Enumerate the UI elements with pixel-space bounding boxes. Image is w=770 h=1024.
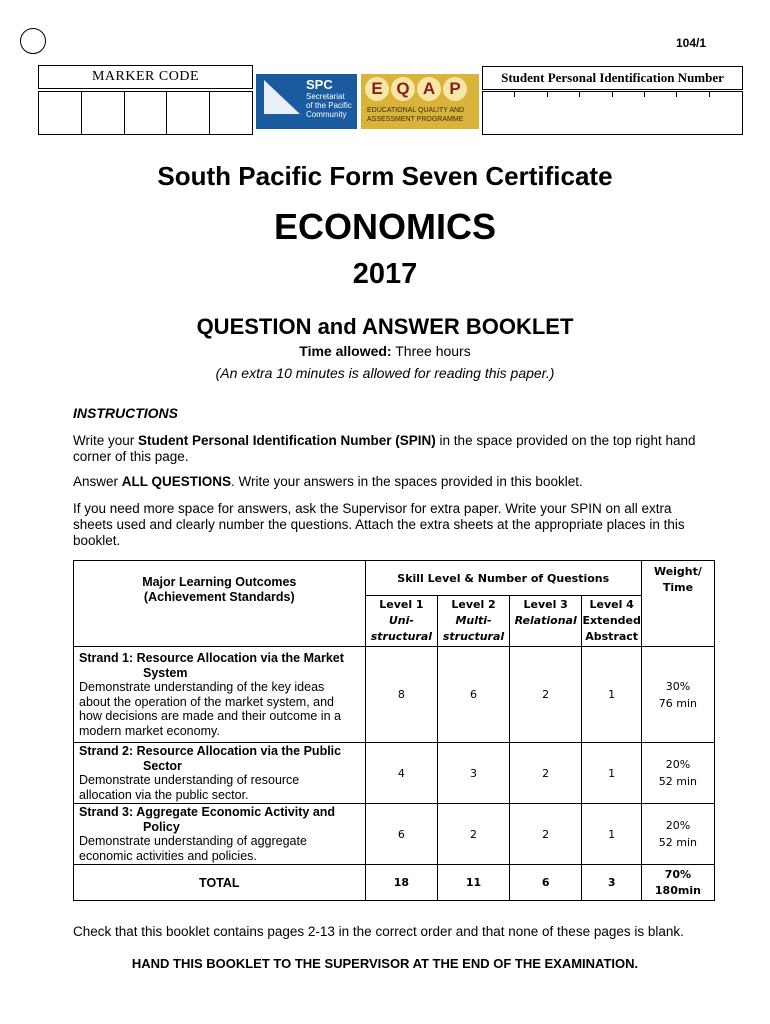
level-desc: Extended [582, 614, 641, 627]
total-label: TOTAL [74, 865, 366, 901]
reading-time-note: (An extra 10 minutes is allowed for reading this paper.) [215, 365, 555, 381]
skill-level-header: Skill Level & Number of Questions [365, 561, 641, 596]
mlo-header-line: Major Learning Outcomes [142, 574, 297, 589]
table-total-row [74, 865, 715, 901]
strand-description: Demonstrate understanding of aggregate economic activities and policies. [79, 834, 307, 863]
text: in the space provided on the top right hand corner of this page. [73, 433, 696, 464]
question-count: 2 [438, 804, 510, 865]
level-desc: Relational [514, 614, 577, 627]
question-count: 8 [365, 647, 438, 743]
weight-header [641, 561, 714, 647]
spc-line3: Community [306, 110, 347, 119]
eqap-subtitle [367, 106, 464, 124]
total-count: 6 [509, 865, 582, 901]
exam-year: 2017 [352, 258, 418, 290]
table-row [74, 647, 715, 743]
total-count: 3 [582, 865, 641, 901]
strand-title: Resource Allocation via the Public [136, 744, 342, 758]
subject-title: ECONOMICS [273, 206, 496, 247]
strand-2-cell [74, 743, 366, 804]
question-count: 3 [438, 743, 510, 804]
marker-code-boxes[interactable] [38, 91, 253, 135]
eqap-line1: EDUCATIONAL QUALITY AND [367, 107, 465, 114]
question-count: 6 [438, 647, 510, 743]
page-check-note: Check that this booklet contains pages 2-13 in the correct order and that none of these pages is blank. [73, 924, 684, 939]
table-row [74, 743, 715, 804]
question-count: 1 [582, 647, 641, 743]
table-row [74, 804, 715, 865]
spc-logo-text [306, 78, 352, 119]
question-count: 2 [509, 647, 582, 743]
marker-code-cell[interactable] [82, 92, 125, 134]
strand-3-cell [74, 804, 366, 865]
time-value: 76 min [658, 696, 698, 710]
eqap-letter: P [443, 77, 467, 101]
time-value: 52 min [658, 836, 698, 849]
level-desc: Uni- [388, 614, 414, 627]
spin-cell[interactable] [677, 92, 709, 134]
marker-code-cell[interactable] [39, 92, 82, 134]
time-value: Three hours [391, 343, 471, 359]
strand-label: Strand 2: [79, 744, 137, 758]
text: Write your [73, 433, 139, 448]
text-bold: Student Personal Identification Number (SPIN) [138, 433, 436, 448]
spin-cell[interactable] [483, 92, 515, 134]
learning-outcomes-table [73, 560, 715, 901]
level-desc: structural [442, 630, 505, 643]
strand-title: Aggregate Economic Activity and [136, 805, 336, 819]
weight-value: 20% [665, 819, 691, 832]
weight-value: 30% [665, 679, 691, 693]
spc-logo [256, 74, 357, 129]
certificate-title: South Pacific Form Seven Certificate [157, 161, 613, 191]
time-allowed [0, 343, 770, 359]
question-count: 6 [365, 804, 438, 865]
spc-line2: of the Pacific [306, 101, 352, 110]
time-label: Time allowed: [299, 343, 392, 359]
level-label: Level 4 [589, 598, 634, 611]
level-desc: Abstract [585, 630, 639, 643]
spc-abbr: SPC [306, 77, 333, 92]
eqap-letter: A [417, 77, 441, 101]
booklet-title: QUESTION and ANSWER BOOKLET [196, 314, 574, 339]
level-desc: Multi- [455, 614, 492, 627]
total-count: 11 [438, 865, 510, 901]
hand-in-note: HAND THIS BOOKLET TO THE SUPERVISOR AT THE END OF THE EXAMINATION. [131, 956, 639, 971]
question-count: 1 [582, 743, 641, 804]
marker-code-label: MARKER CODE [38, 65, 253, 89]
level-label: Level 1 [379, 598, 424, 611]
spin-cell[interactable] [548, 92, 580, 134]
weight-time [641, 743, 714, 804]
table-header-row [74, 561, 715, 596]
weight-header-line: Weight/ [653, 565, 702, 578]
spin-cell[interactable] [710, 92, 742, 134]
question-count: 4 [365, 743, 438, 804]
strand-label: Strand 1: [79, 651, 137, 665]
level-label: Level 3 [523, 598, 568, 611]
strand-title-cont: System [143, 665, 188, 680]
eqap-letters [365, 77, 467, 101]
eqap-letter: Q [391, 77, 415, 101]
strand-title-cont: Sector [143, 758, 182, 773]
spin-cell[interactable] [515, 92, 547, 134]
spin-boxes[interactable] [482, 91, 743, 135]
marker-code-cell[interactable] [210, 92, 252, 134]
instruction-extra-paper: If you need more space for answers, ask the Supervisor for extra paper. Write your SPIN on all extra sheets used and clearly number the questions. Attach the extra sheets at the appropriate places in this booklet. [73, 501, 685, 548]
mlo-header [74, 561, 366, 647]
level-2-header [438, 596, 510, 647]
weight-value: 20% [665, 758, 691, 771]
total-time: 180min [654, 883, 701, 897]
level-label: Level 2 [451, 598, 496, 611]
text-bold: ALL QUESTIONS [121, 474, 232, 489]
eqap-logo [361, 74, 479, 129]
level-4-header [582, 596, 641, 647]
instruction-spin [73, 433, 713, 465]
total-weight-time [641, 865, 714, 901]
marker-code-cell[interactable] [125, 92, 168, 134]
question-count: 2 [509, 743, 582, 804]
spin-cell[interactable] [645, 92, 677, 134]
strand-description: Demonstrate understanding of resource allocation via the public sector. [79, 773, 300, 802]
level-3-header [509, 596, 582, 647]
level-1-header [365, 596, 438, 647]
text: Answer [73, 474, 122, 489]
weight-time [641, 647, 714, 743]
strand-1-cell [74, 647, 366, 743]
weight-header-line: Time [662, 581, 694, 594]
paper-code: 104/1 [676, 36, 707, 50]
time-value: 52 min [658, 775, 698, 788]
strand-title-cont: Policy [143, 819, 180, 834]
strand-description: Demonstrate understanding of the key ideas about the operation of the market system, and how decisions are made and their outcome in a modern market economy. [79, 680, 341, 738]
mlo-header-line: (Achievement Standards) [143, 589, 295, 604]
instructions-heading: INSTRUCTIONS [73, 405, 178, 421]
spc-line1: Secretariat [306, 92, 345, 101]
instruction-answer-all [73, 474, 713, 490]
question-count: 2 [509, 804, 582, 865]
level-desc: structural [370, 630, 433, 643]
spin-cell[interactable] [613, 92, 645, 134]
page-marker-circle [20, 28, 46, 54]
strand-title: Resource Allocation via the Market [136, 651, 344, 665]
spin-cell[interactable] [580, 92, 612, 134]
total-weight: 70% [664, 867, 692, 881]
spc-sail-icon [264, 80, 300, 114]
strand-label: Strand 3: [79, 805, 137, 819]
eqap-letter: E [365, 77, 389, 101]
marker-code-cell[interactable] [167, 92, 210, 134]
weight-time [641, 804, 714, 865]
question-count: 1 [582, 804, 641, 865]
text: . Write your answers in the spaces provided in this booklet. [231, 474, 583, 489]
spin-label: Student Personal Identification Number [482, 66, 743, 90]
total-count: 18 [365, 865, 438, 901]
eqap-line2: ASSESSMENT PROGRAMME [367, 116, 464, 123]
